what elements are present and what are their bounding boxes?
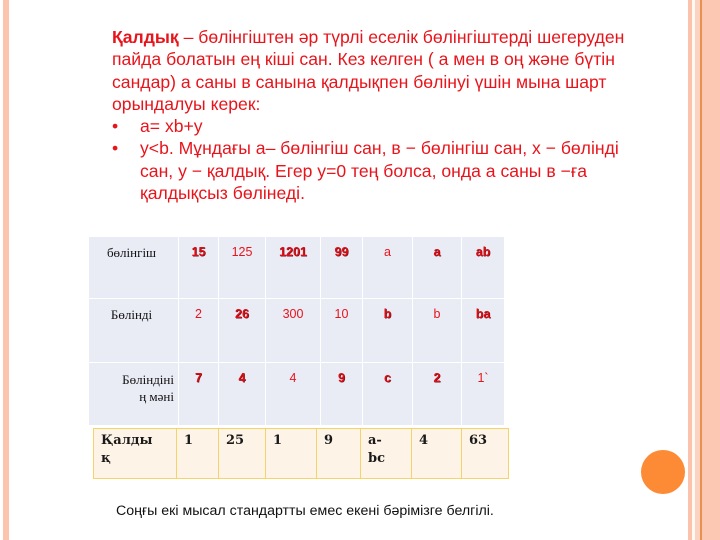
- table-cell: 26: [219, 299, 266, 363]
- cell-line: a-: [368, 433, 382, 448]
- right-decorative-border: [688, 0, 720, 540]
- table-cell: 9: [317, 429, 361, 479]
- definition-text: бөлінгіштен әр түрлі еселік бөлінгіштерді шегеруден пайда болатын ең кіші сан. Кез келген ( а мен в оң және бүтін сандар) а саны в санына қалдықпен бөлінуі үшін мына шарт орындалуы керек:: [112, 27, 625, 114]
- table-cell: 7: [179, 363, 219, 426]
- definition-term: Қалдық: [112, 27, 179, 47]
- table-cell: 25: [219, 429, 266, 479]
- table-cell: 4: [219, 363, 266, 426]
- row-label-line: ң мәні: [139, 389, 174, 404]
- definition-paragraph: [112, 26, 632, 115]
- definition-dash: –: [178, 27, 199, 47]
- table-cell: 1`: [462, 363, 505, 426]
- table-cell: ba: [462, 299, 505, 363]
- table-row-dividend: [89, 237, 505, 299]
- row-label-line: Қалды: [101, 433, 153, 448]
- table-cell: 9: [321, 363, 363, 426]
- row-label-remainder: [94, 429, 177, 479]
- table-cell: 2: [179, 299, 219, 363]
- formula-bullet-list: [112, 115, 632, 204]
- bullet-text: y<b. Мұндағы а– бөлінгіш сан, в − бөлінгіш сан, х − бөлінді сан, у − қалдық. Егер у=0 тең болса, онда а саны в −ға қалдықсыз бөлінеді.: [140, 138, 619, 204]
- table-row-remainder: [94, 429, 509, 479]
- table-cell: 300: [266, 299, 321, 363]
- table-cell: 4: [266, 363, 321, 426]
- table-row-quotient: [89, 363, 505, 426]
- bullet-icon: •: [112, 138, 119, 159]
- table-cell: 99: [321, 237, 363, 299]
- table-cell: b: [413, 299, 462, 363]
- table-cell: 2: [413, 363, 462, 426]
- table-cell: 4: [412, 429, 462, 479]
- table-cell: 1201: [266, 237, 321, 299]
- row-label-line: Бөліндіні: [122, 372, 174, 387]
- table-cell: 63: [462, 429, 509, 479]
- table-cell: 15: [179, 237, 219, 299]
- table-cell: 10: [321, 299, 363, 363]
- bullet-text: a= xb+y: [140, 116, 203, 137]
- bullet-item-condition: [112, 137, 632, 204]
- table-cell: 1: [177, 429, 219, 479]
- slide-body-text: [112, 26, 632, 204]
- table-cell: a: [413, 237, 462, 299]
- bullet-icon: •: [112, 116, 119, 137]
- right-stripe-4: [702, 0, 720, 540]
- table-row-divisor: [89, 299, 505, 363]
- orange-circle-decoration: [641, 450, 685, 494]
- table-cell: 1: [266, 429, 317, 479]
- left-decorative-stripe: [3, 0, 9, 540]
- cell-line: bc: [368, 451, 386, 466]
- row-label-line: қ: [101, 451, 111, 466]
- remainder-table: [93, 428, 509, 479]
- row-label-dividend: бөлінгіш: [89, 237, 179, 299]
- table-cell: ab: [462, 237, 505, 299]
- bullet-item-formula: [112, 115, 632, 137]
- division-table: [88, 236, 505, 426]
- footnote-text: Соңғы екі мысал стандартты емес екені бәрімізге белгілі.: [116, 503, 494, 519]
- table-cell: [361, 429, 412, 479]
- row-label-divisor: Бөлінді: [89, 299, 179, 363]
- table-cell: 125: [219, 237, 266, 299]
- table-cell: c: [363, 363, 413, 426]
- table-cell: b: [363, 299, 413, 363]
- table-cell: a: [363, 237, 413, 299]
- row-label-quotient: [89, 363, 179, 426]
